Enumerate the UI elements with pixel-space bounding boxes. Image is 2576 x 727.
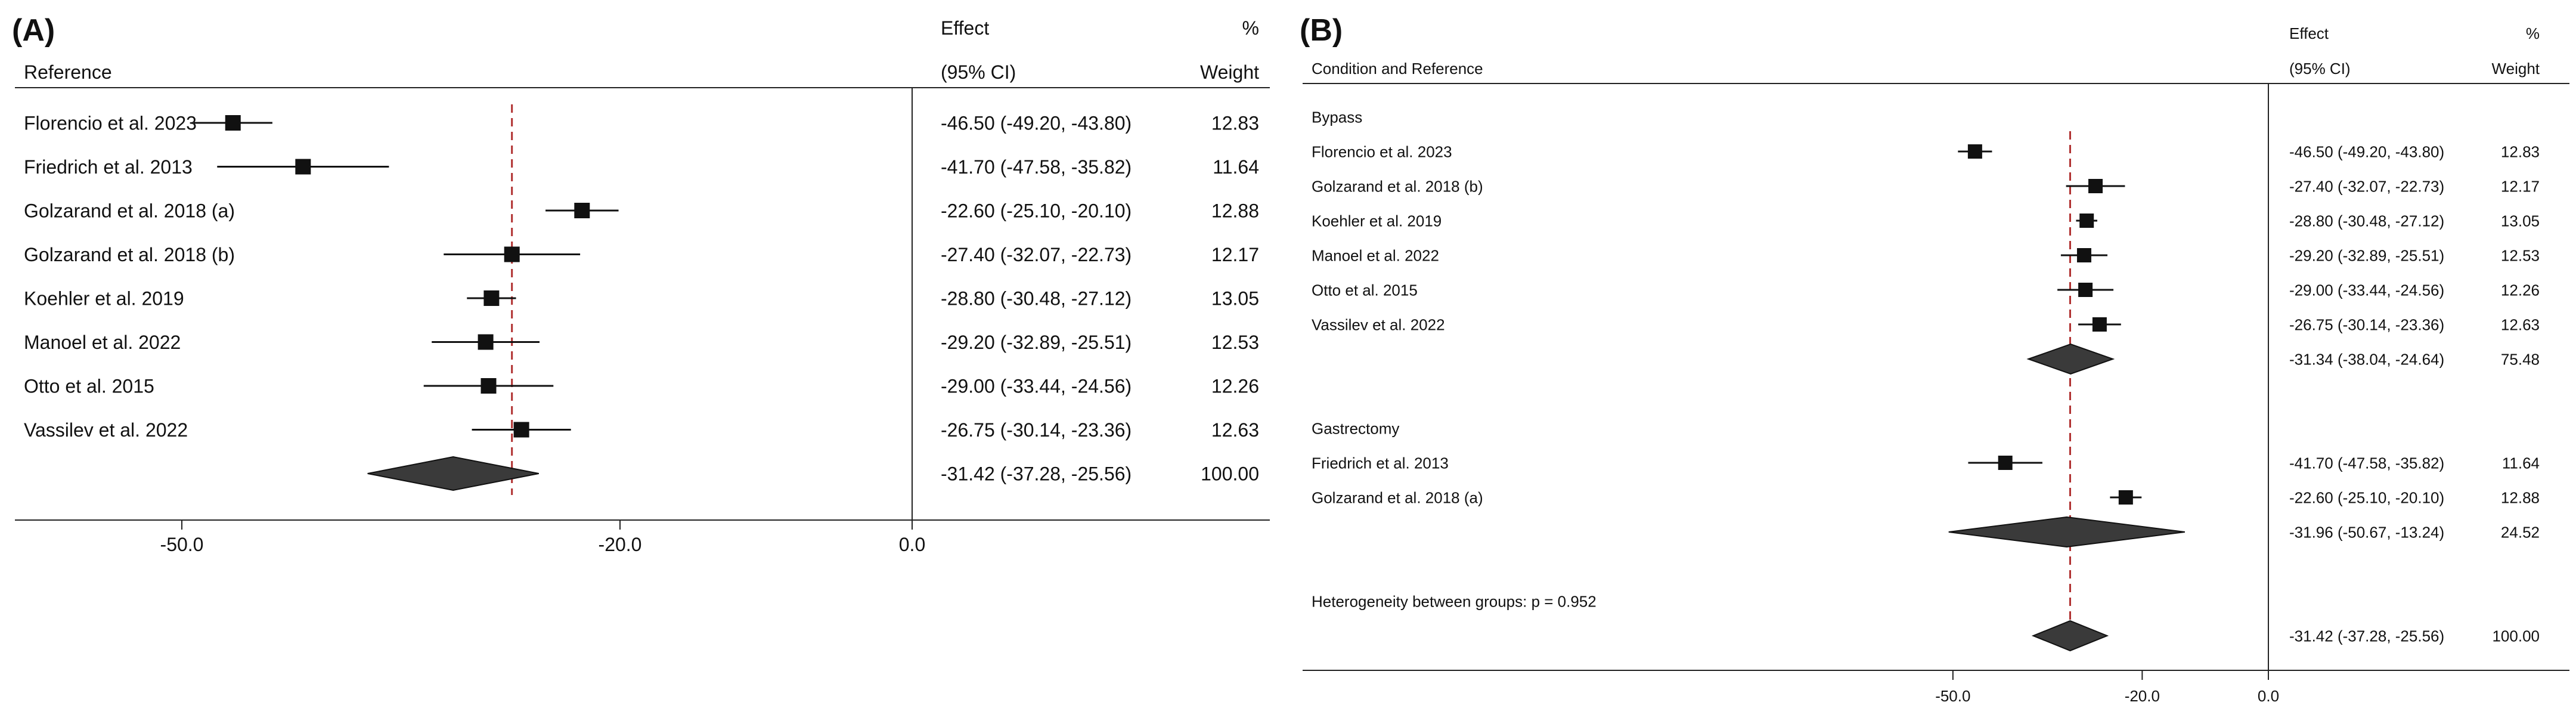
weight-value: 12.17 — [1211, 244, 1259, 266]
group-label: Bypass — [1312, 108, 1363, 126]
header-reference: Condition and Reference — [1312, 60, 1483, 78]
header-effect: Effect — [941, 17, 990, 39]
effect-ci: -41.70 (-47.58, -35.82) — [941, 156, 1132, 178]
weight-value: 12.53 — [1211, 332, 1259, 354]
weight-value: 12.26 — [1211, 375, 1259, 397]
effect-ci: -26.75 (-30.14, -23.36) — [2289, 315, 2445, 334]
study-point — [1968, 144, 1982, 159]
forest-plot-a-svg — [0, 0, 1282, 724]
study-label: Manoel et al. 2022 — [1312, 246, 1439, 265]
x-tick-label: -50.0 — [160, 534, 204, 555]
weight-value: 12.26 — [2500, 281, 2540, 299]
subtotal-diamond-weight: 75.48 — [2500, 350, 2540, 369]
header-reference: Reference — [24, 61, 112, 83]
study-label: Otto et al. 2015 — [1312, 281, 1418, 299]
weight-value: 12.63 — [2500, 315, 2540, 334]
weight-value: 11.64 — [1213, 156, 1259, 178]
effect-ci: -22.60 (-25.10, -20.10) — [2289, 488, 2445, 507]
weight-value: 12.88 — [1211, 200, 1259, 222]
weight-value: 12.83 — [2500, 143, 2540, 161]
panel-label: (B) — [1300, 13, 1343, 48]
forest-plot-panel-b — [1288, 0, 2576, 724]
study-point — [2119, 490, 2133, 505]
x-tick-label: -20.0 — [2124, 687, 2160, 705]
x-tick-label: 0.0 — [2257, 687, 2280, 705]
effect-ci: -29.00 (-33.44, -24.56) — [941, 375, 1132, 397]
study-label: Koehler et al. 2019 — [1312, 212, 1442, 230]
weight-value: 12.17 — [2500, 177, 2540, 196]
study-point — [504, 247, 520, 262]
effect-ci: -29.20 (-32.89, -25.51) — [2289, 246, 2445, 265]
study-label: Friedrich et al. 2013 — [24, 156, 193, 178]
effect-ci: -29.20 (-32.89, -25.51) — [941, 332, 1132, 354]
study-point — [483, 290, 499, 306]
panel-label: (A) — [12, 13, 55, 48]
forest-plot-panel-a — [0, 0, 1282, 724]
x-tick-label: 0.0 — [898, 534, 926, 555]
effect-ci: -41.70 (-47.58, -35.82) — [2289, 454, 2445, 472]
study-point — [2088, 179, 2103, 193]
study-point — [2077, 248, 2091, 262]
overall-diamond-ci: -31.42 (-37.28, -25.56) — [2289, 627, 2445, 645]
header-percent: % — [1242, 17, 1259, 39]
weight-value: 12.53 — [2500, 246, 2540, 265]
x-tick-label: -20.0 — [598, 534, 642, 555]
effect-ci: -46.50 (-49.20, -43.80) — [941, 112, 1132, 134]
study-label: Florencio et al. 2023 — [1312, 143, 1452, 161]
study-point — [481, 378, 497, 394]
weight-value: 11.64 — [2501, 454, 2540, 472]
effect-ci: -27.40 (-32.07, -22.73) — [941, 244, 1132, 266]
study-label: Manoel et al. 2022 — [24, 332, 181, 354]
study-label: Golzarand et al. 2018 (a) — [24, 200, 235, 222]
subtotal-diamond-weight: 24.52 — [2500, 523, 2540, 542]
subtotal-diamond — [1949, 517, 2185, 547]
effect-ci: -26.75 (-30.14, -23.36) — [941, 419, 1132, 441]
study-point — [2078, 283, 2093, 297]
overall-diamond-weight: 100.00 — [2492, 627, 2540, 645]
header-ci: (95% CI) — [941, 61, 1016, 83]
subtotal-diamond — [2028, 344, 2113, 374]
study-label: Florencio et al. 2023 — [24, 112, 197, 134]
header-percent: % — [2525, 24, 2540, 42]
overall-diamond — [368, 457, 539, 490]
effect-ci: -46.50 (-49.20, -43.80) — [2289, 143, 2445, 161]
header-effect: Effect — [2289, 24, 2329, 42]
heterogeneity-text: Heterogeneity between groups: p = 0.952 — [1312, 592, 1597, 611]
subtotal-diamond-ci: -31.96 (-50.67, -13.24) — [2289, 523, 2445, 542]
study-label: Otto et al. 2015 — [24, 375, 154, 397]
study-label: Koehler et al. 2019 — [24, 287, 184, 310]
weight-value: 13.05 — [1211, 287, 1259, 310]
study-label: Vassilev et al. 2022 — [24, 419, 188, 441]
effect-ci: -29.00 (-33.44, -24.56) — [2289, 281, 2445, 299]
study-point — [2093, 317, 2107, 332]
overall-diamond-weight: 100.00 — [1201, 463, 1259, 485]
study-point — [225, 115, 241, 131]
subtotal-diamond-ci: -31.34 (-38.04, -24.64) — [2289, 350, 2445, 369]
weight-value: 12.63 — [1211, 419, 1259, 441]
study-label: Friedrich et al. 2013 — [1312, 454, 1449, 472]
overall-diamond — [2033, 621, 2107, 651]
study-label: Vassilev et al. 2022 — [1312, 315, 1445, 334]
study-point — [574, 203, 590, 218]
weight-value: 13.05 — [2500, 212, 2540, 230]
effect-ci: -27.40 (-32.07, -22.73) — [2289, 177, 2445, 196]
header-ci: (95% CI) — [2289, 60, 2351, 78]
group-label: Gastrectomy — [1312, 419, 1400, 438]
forest-plot-b-svg — [1288, 0, 2576, 724]
header-weight: Weight — [1199, 61, 1259, 83]
study-point — [514, 422, 529, 438]
effect-ci: -28.80 (-30.48, -27.12) — [941, 287, 1132, 310]
header-weight: Weight — [2491, 60, 2540, 78]
study-label: Golzarand et al. 2018 (b) — [1312, 177, 1483, 196]
study-point — [295, 159, 311, 175]
study-point — [1998, 456, 2013, 470]
weight-value: 12.83 — [1211, 112, 1259, 134]
study-point — [478, 335, 494, 350]
effect-ci: -22.60 (-25.10, -20.10) — [941, 200, 1132, 222]
weight-value: 12.88 — [2500, 488, 2540, 507]
study-label: Golzarand et al. 2018 (a) — [1312, 488, 1483, 507]
study-point — [2079, 214, 2094, 228]
x-tick-label: -50.0 — [1935, 687, 1971, 705]
effect-ci: -28.80 (-30.48, -27.12) — [2289, 212, 2445, 230]
study-label: Golzarand et al. 2018 (b) — [24, 244, 235, 266]
overall-diamond-ci: -31.42 (-37.28, -25.56) — [941, 463, 1132, 485]
